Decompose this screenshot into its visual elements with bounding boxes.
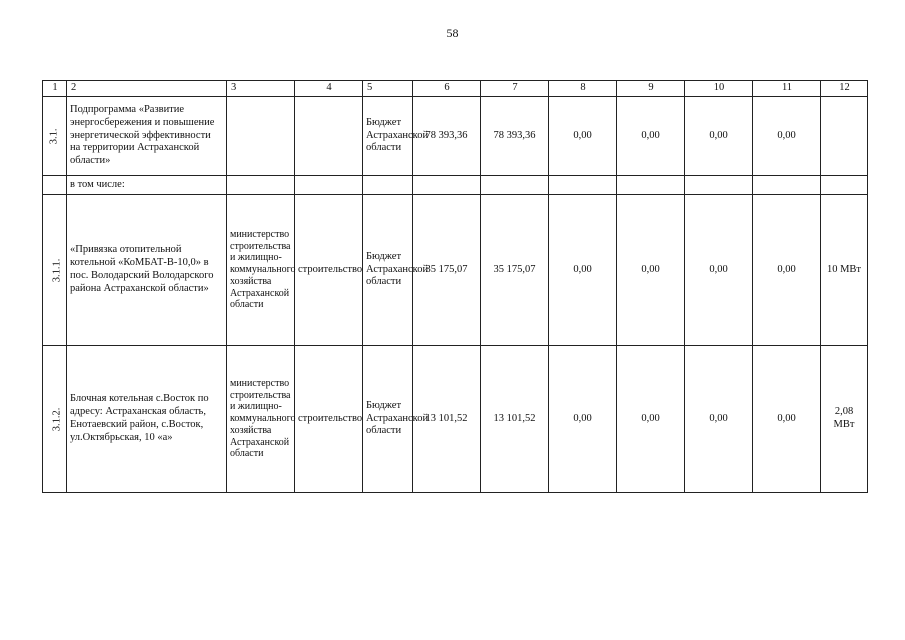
- row-executor: [227, 97, 295, 176]
- row-source: Бюджет Астраханской области: [363, 97, 413, 176]
- row-type: [295, 97, 363, 176]
- header-cell: 8: [549, 81, 617, 97]
- row-executor: министерство строительства и жилищно-коммунального хозяйства Астраханской области: [227, 195, 295, 346]
- table-row: [43, 346, 868, 493]
- row-col11: 0,00: [753, 346, 821, 493]
- row-name: Блочная котельная с.Восток по адресу: Астраханская область, Енотаевский район, с.Восток, ул.Октябрьская, 10 «а»: [67, 346, 227, 493]
- row-source: Бюджет Астраханской области: [363, 346, 413, 493]
- row-code-cell: [43, 195, 67, 346]
- row-col6: 35 175,07: [413, 195, 481, 346]
- empty-cell: [295, 176, 363, 195]
- row-source: Бюджет Астраханской области: [363, 195, 413, 346]
- empty-cell: [227, 176, 295, 195]
- row-col7: 78 393,36: [481, 97, 549, 176]
- empty-cell: [481, 176, 549, 195]
- row-col8: 0,00: [549, 195, 617, 346]
- page-number: 58: [446, 26, 459, 40]
- row-code-cell: [43, 346, 67, 493]
- header-cell: 10: [685, 81, 753, 97]
- row-code-cell: [43, 97, 67, 176]
- row-type: строительство: [295, 346, 363, 493]
- row-code: 3.1.: [48, 128, 60, 144]
- row-col6: 78 393,36: [413, 97, 481, 176]
- header-cell: 3: [227, 81, 295, 97]
- empty-cell: [617, 176, 685, 195]
- header-cell: 12: [821, 81, 868, 97]
- empty-cell: [413, 176, 481, 195]
- table-row: [43, 195, 868, 346]
- header-cell: 4: [295, 81, 363, 97]
- table-row: [43, 176, 868, 195]
- header-cell: 7: [481, 81, 549, 97]
- table-row: [43, 97, 868, 176]
- header-cell: 1: [43, 81, 67, 97]
- empty-cell: [821, 176, 868, 195]
- empty-cell: [685, 176, 753, 195]
- row-col10: 0,00: [685, 97, 753, 176]
- row-col11: 0,00: [753, 97, 821, 176]
- row-name: «Привязка отопительной котельной «КоМБАТ-В-10,0» в пос. Володарский Володарского района Астраханской области»: [67, 195, 227, 346]
- empty-cell: [363, 176, 413, 195]
- row-col6: 13 101,52: [413, 346, 481, 493]
- row-col9: 0,00: [617, 195, 685, 346]
- row-col10: 0,00: [685, 346, 753, 493]
- row-code-cell: [43, 176, 67, 195]
- header-cell: 5: [363, 81, 413, 97]
- row-code: 3.1.1.: [51, 258, 63, 282]
- row-name: Подпрограмма «Развитие энергосбережения и повышение энергетической эффективности на территории Астраханской области»: [67, 97, 227, 176]
- header-cell: 2: [67, 81, 227, 97]
- row-result: 2,08 МВт: [821, 346, 868, 493]
- row-result: [821, 97, 868, 176]
- row-col8: 0,00: [549, 346, 617, 493]
- row-col10: 0,00: [685, 195, 753, 346]
- empty-cell: [753, 176, 821, 195]
- header-cell: 11: [753, 81, 821, 97]
- row-col9: 0,00: [617, 346, 685, 493]
- header-cell: 9: [617, 81, 685, 97]
- row-col7: 13 101,52: [481, 346, 549, 493]
- row-col11: 0,00: [753, 195, 821, 346]
- budget-table: [42, 80, 868, 493]
- row-col7: 35 175,07: [481, 195, 549, 346]
- row-type: строительство: [295, 195, 363, 346]
- row-executor: министерство строительства и жилищно-коммунального хозяйства Астраханской области: [227, 346, 295, 493]
- table-header-row: [43, 81, 868, 97]
- header-cell: 6: [413, 81, 481, 97]
- row-col8: 0,00: [549, 97, 617, 176]
- row-code: 3.1.2.: [51, 407, 63, 431]
- row-name: в том числе:: [67, 176, 227, 195]
- row-result: 10 МВт: [821, 195, 868, 346]
- empty-cell: [549, 176, 617, 195]
- row-col9: 0,00: [617, 97, 685, 176]
